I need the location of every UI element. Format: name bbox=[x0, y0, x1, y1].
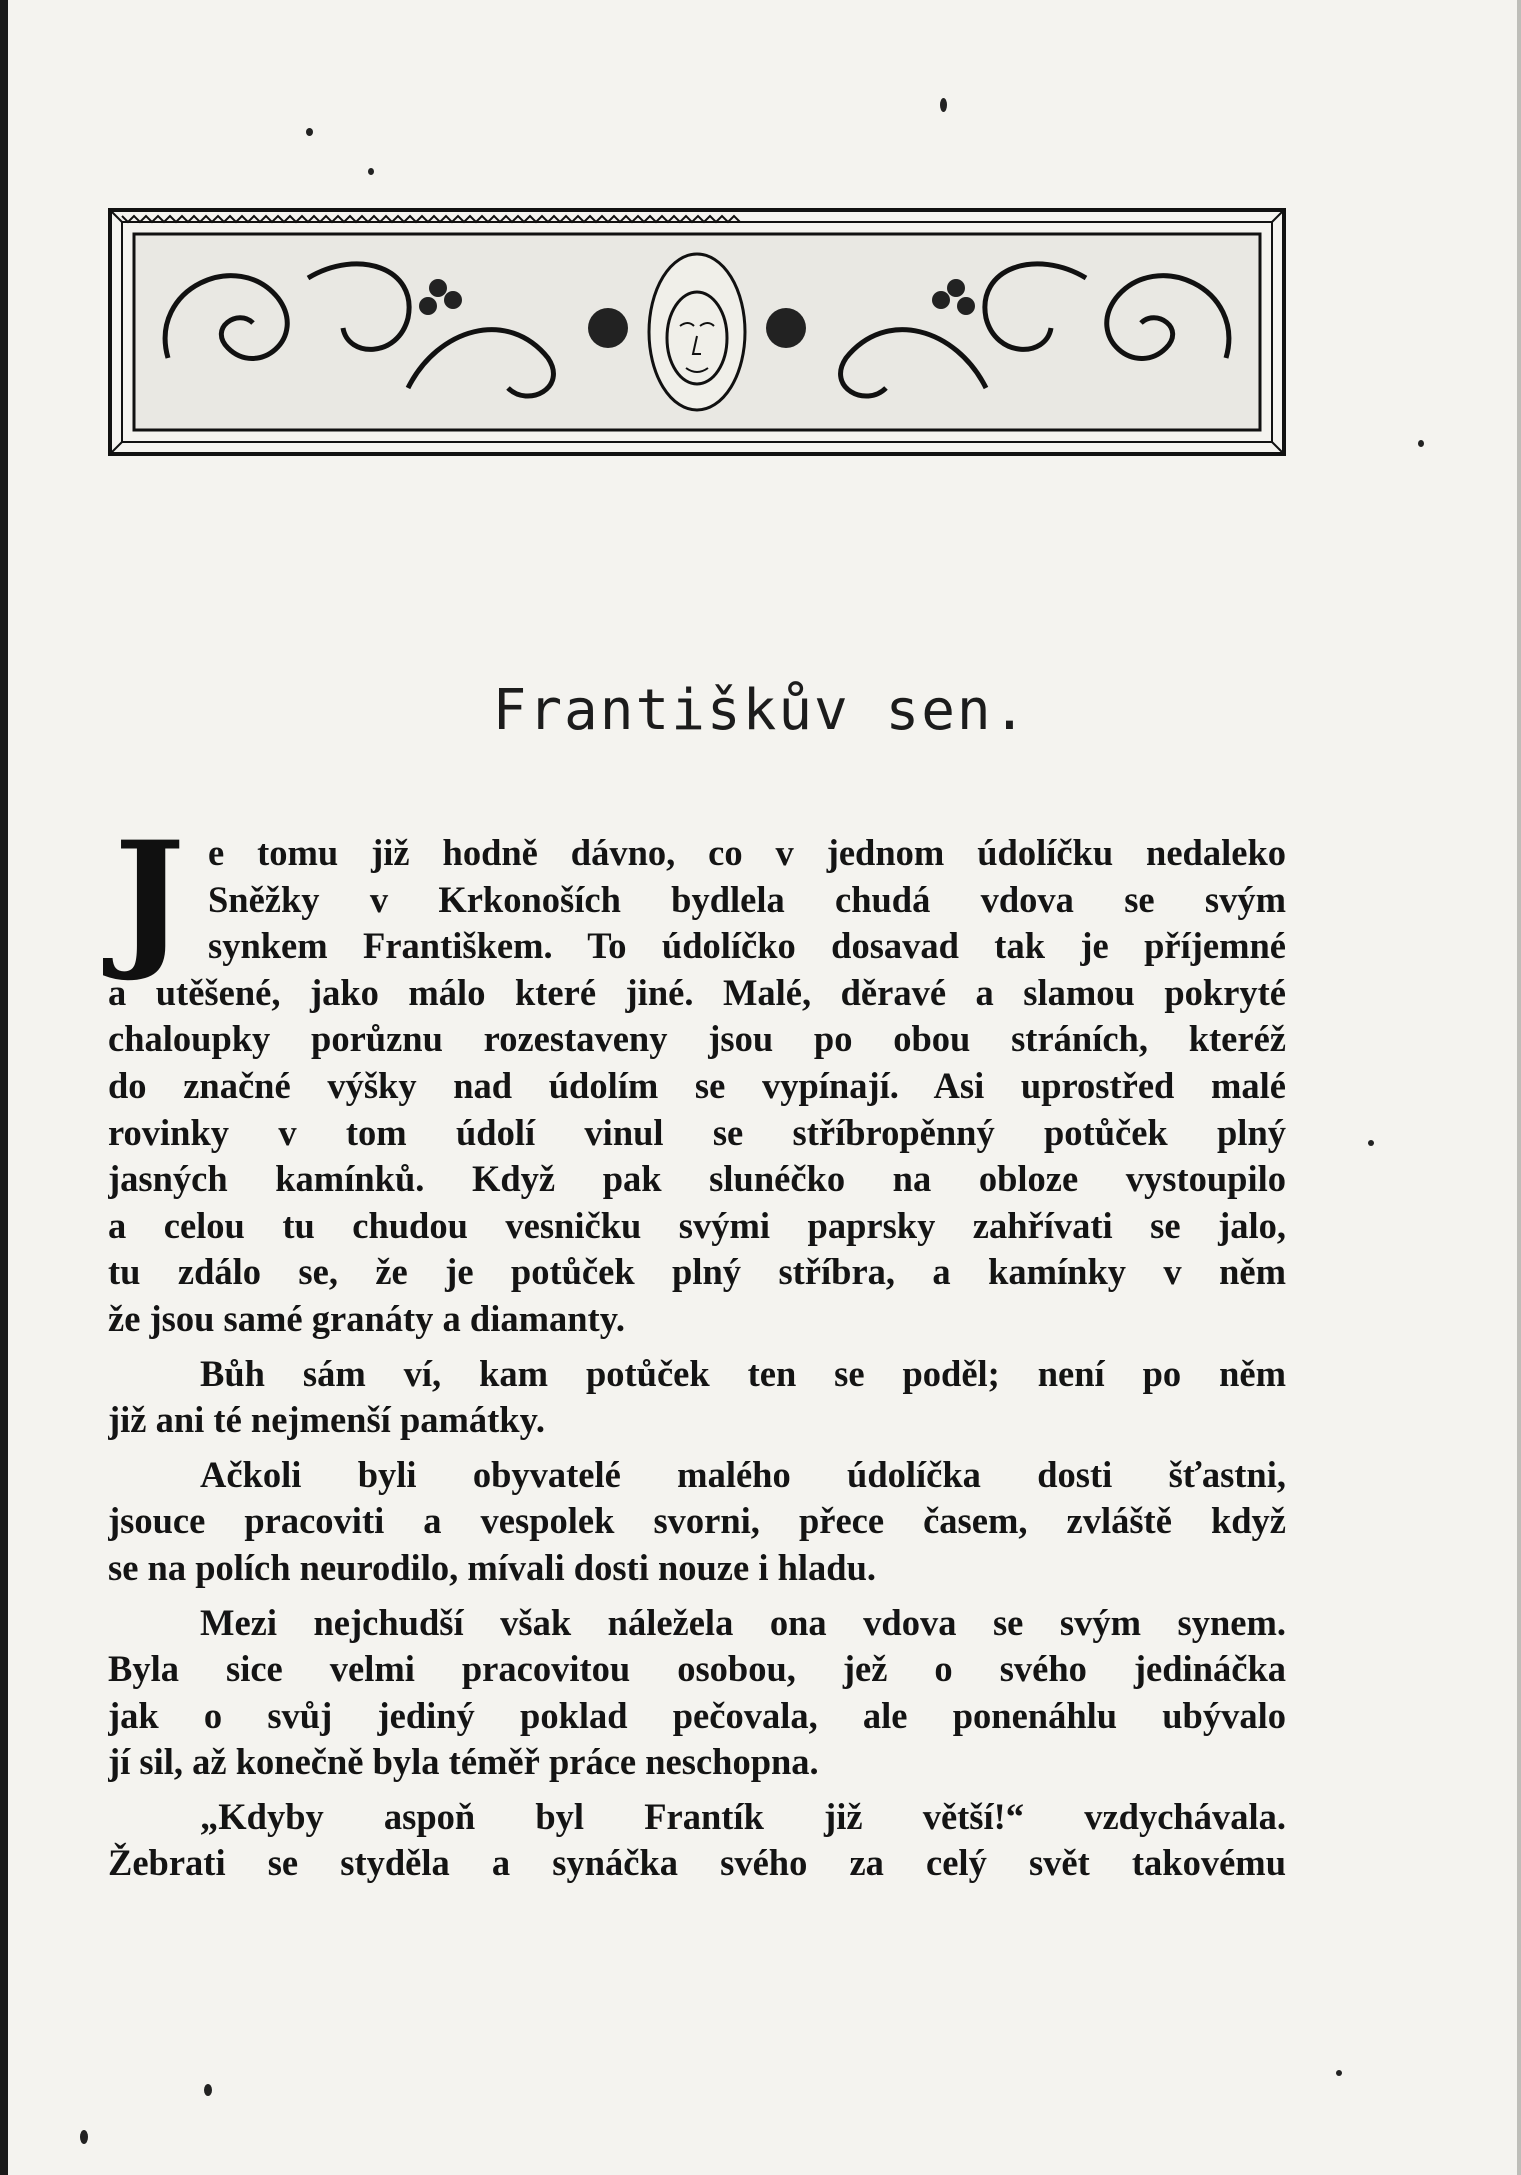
text-line: a utěšené, jako málo které jiné. Malé, děravé a slamou pokryté bbox=[108, 971, 1286, 1013]
page-edge-right bbox=[1517, 0, 1521, 2175]
paragraph bbox=[108, 1794, 1286, 1887]
scan-speck bbox=[1418, 440, 1424, 447]
page-edge-left bbox=[0, 0, 8, 2175]
scan-speck bbox=[1368, 1140, 1374, 1146]
chapter-title: Františkův sen. bbox=[492, 678, 1029, 743]
text-line: synkem Františkem. To údolíčko dosavad tak je příjemné bbox=[208, 925, 1286, 967]
paragraph bbox=[108, 1452, 1286, 1592]
text-line: a celou tu chudou vesničku svými paprsky zahřívati se jalo, bbox=[108, 1204, 1286, 1246]
text-line: jasných kamínků. Když pak slunéčko na obloze vystoupilo bbox=[108, 1158, 1286, 1200]
text-line: jak o svůj jediný poklad pečovala, ale ponenáhlu ubývalo bbox=[108, 1694, 1286, 1736]
paragraph bbox=[108, 1600, 1286, 1786]
ornamental-headpiece-icon bbox=[108, 208, 1286, 456]
text-line: se na polích neurodilo, mívali dosti nouze i hladu. bbox=[108, 1546, 877, 1588]
text-line: Sněžky v Krkonoších bydlela chudá vdova se svým bbox=[208, 878, 1286, 920]
scan-speck bbox=[1336, 2070, 1342, 2076]
scan-speck bbox=[80, 2130, 88, 2144]
text-line: Byla sice velmi pracovitou osobou, jež o svého jedináčka bbox=[108, 1648, 1286, 1690]
text-line: do značné výšky nad údolím se vypínají. Asi uprostřed malé bbox=[108, 1064, 1286, 1106]
scan-speck bbox=[368, 168, 374, 175]
text-line: jí sil, až konečně byla téměř práce neschopna. bbox=[108, 1741, 819, 1783]
scan-speck bbox=[306, 128, 313, 136]
drop-cap-letter: J bbox=[114, 809, 185, 985]
text-line: chaloupky porůznu rozestaveny jsou po obou stráních, kteréž bbox=[108, 1018, 1286, 1060]
text-line: rovinky v tom údolí vinul se stříbropěnný potůček plný bbox=[108, 1111, 1286, 1153]
text-line: Mezi nejchudší však náležela ona vdova se svým synem. bbox=[200, 1601, 1286, 1643]
paragraph bbox=[108, 809, 1286, 1343]
text-line: e tomu již hodně dávno, co v jednom údolíčku nedaleko bbox=[208, 832, 1286, 873]
paragraph bbox=[108, 1351, 1286, 1444]
text-line: již ani té nejmenší památky. bbox=[108, 1399, 545, 1441]
text-line: „Kdyby aspoň byl Frantík již větší!“ vzdychávala. bbox=[200, 1795, 1286, 1837]
scan-speck bbox=[940, 98, 947, 112]
text-line: Bůh sám ví, kam potůček ten se poděl; není po něm bbox=[200, 1352, 1286, 1394]
text-line: Ačkoli byli obyvatelé malého údolíčka dosti šťastni, bbox=[200, 1453, 1286, 1495]
scan-speck bbox=[204, 2084, 212, 2096]
text-line: Žebrati se styděla a synáčka svého za celý svět takovému bbox=[108, 1842, 1286, 1884]
body-text bbox=[108, 809, 1286, 1895]
text-line: že jsou samé granáty a diamanty. bbox=[108, 1297, 626, 1339]
text-line: jsouce pracoviti a vespolek svorni, přece časem, zvláště když bbox=[108, 1500, 1286, 1542]
text-line: tu zdálo se, že je potůček plný stříbra, a kamínky v něm bbox=[108, 1251, 1286, 1293]
